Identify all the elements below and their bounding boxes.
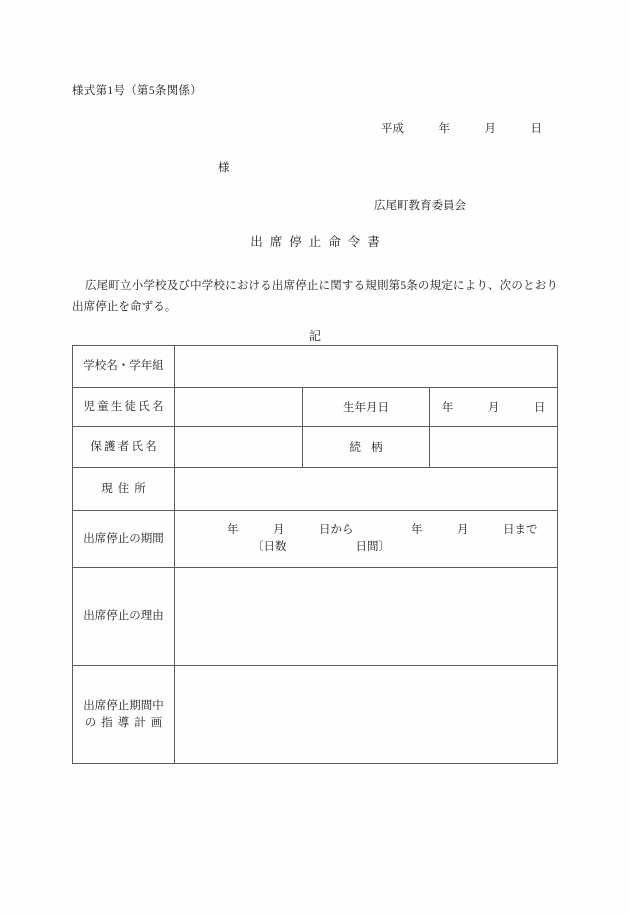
period-day-count: 〔日数 日間〕	[252, 541, 390, 553]
table-row-school	[73, 346, 558, 388]
table-row-period	[73, 511, 558, 568]
label-guidance-plan	[73, 666, 175, 764]
label-current-address	[73, 468, 175, 511]
table-row-guardian	[73, 427, 558, 468]
field-current-address[interactable]	[175, 468, 558, 511]
label-guardian-name	[73, 427, 175, 468]
label-student-name-text: 児童生徒氏名	[83, 400, 166, 413]
table-row-guidance-plan	[73, 666, 558, 764]
table-row-reason	[73, 568, 558, 666]
field-relationship[interactable]	[430, 427, 558, 468]
label-student-name	[73, 388, 175, 427]
field-student-name[interactable]	[175, 388, 303, 427]
label-guidance-plan-line1: 出席停止期間中	[83, 699, 164, 712]
label-date-of-birth	[302, 388, 430, 427]
label-guidance-plan-line2: の指導計画	[84, 716, 168, 729]
field-guidance-plan[interactable]	[175, 666, 558, 764]
label-suspension-period-text: 出席停止の期間	[83, 532, 164, 545]
body-paragraph: 広尾町立小学校及び中学校における出席停止に関する規則第5条の規定により、次のとおり出席停止を命ずる。	[72, 280, 558, 313]
label-relationship-text: 続柄	[349, 442, 393, 454]
label-current-address-text: 現住所	[101, 482, 151, 495]
field-school-name[interactable]	[175, 346, 558, 388]
era-date-line: 平成 年 月 日	[381, 123, 542, 135]
issuing-authority: 広尾町教育委員会	[374, 200, 466, 212]
record-marker: 記	[308, 329, 321, 343]
label-suspension-reason-text: 出席停止の理由	[83, 610, 164, 622]
addressee-honorific: 様	[218, 162, 230, 174]
suspension-form-table	[72, 345, 558, 764]
field-suspension-reason[interactable]	[175, 568, 558, 666]
table-row-student-name	[73, 388, 558, 427]
label-school-name	[73, 346, 175, 388]
form-number: 様式第1号（第5条関係）	[72, 85, 203, 97]
label-relationship	[302, 427, 430, 468]
document-title: 出席停止命令書	[250, 235, 387, 249]
label-guardian-name-text: 保護者氏名	[90, 440, 159, 453]
field-suspension-period[interactable]	[175, 511, 558, 568]
label-date-of-birth-text: 生年月日	[342, 402, 389, 414]
label-suspension-reason	[73, 568, 175, 666]
field-guardian-name[interactable]	[175, 427, 303, 468]
field-date-of-birth[interactable]: 年 月 日	[430, 388, 558, 427]
table-row-address	[73, 468, 558, 511]
period-from-to: 年 月 日から 年 月 日まで	[227, 524, 538, 536]
label-school-name-text: 学校名・学年組	[83, 360, 164, 372]
label-suspension-period	[73, 511, 175, 568]
